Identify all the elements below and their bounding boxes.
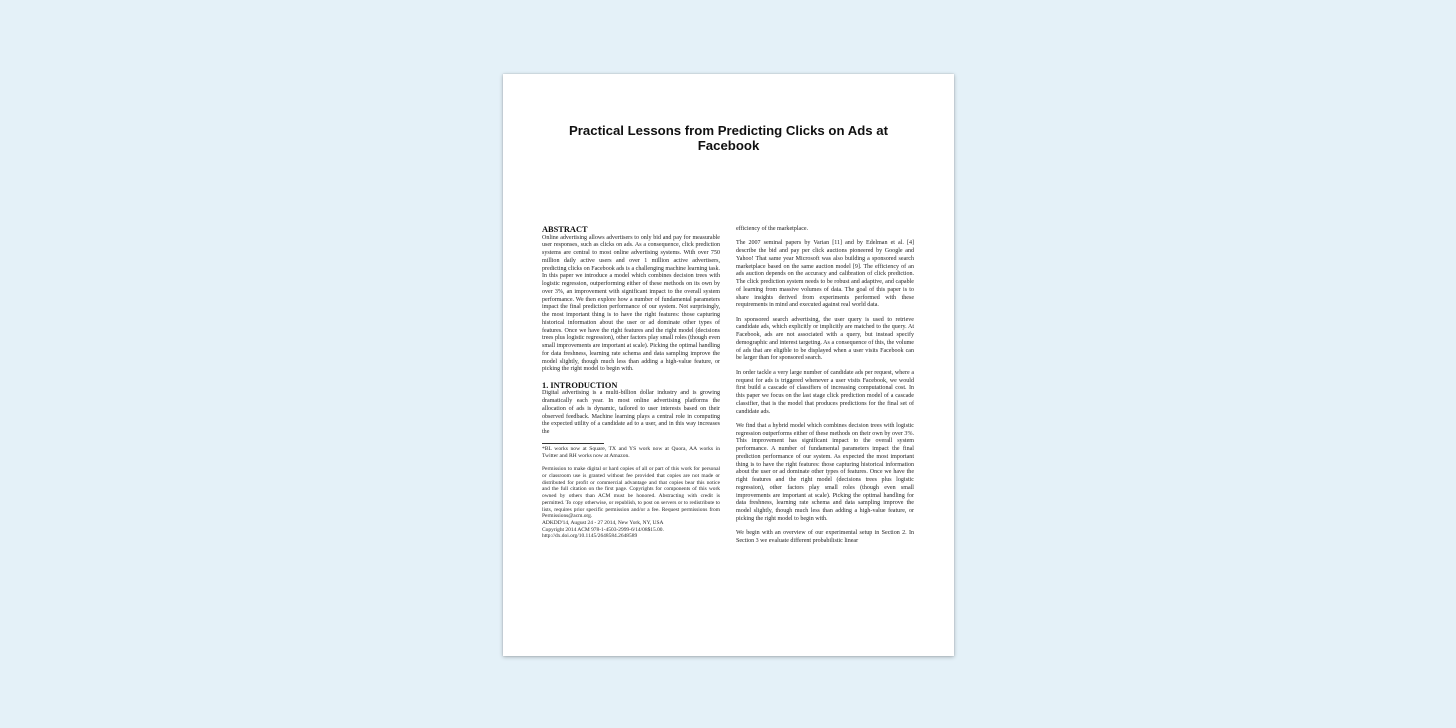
- right-paragraph: In sponsored search advertising, the user query is used to retrieve candidate ads, which explicitly or implicitly are matched to the query. At Facebook, ads are not associated with a query, but instead specify demographic and interest targeting. As a consequence of this, the volume of ads that are eligible to be displayed when a user visits Facebook can be larger than for sponsored search.: [736, 316, 914, 362]
- right-paragraph: efficiency of the marketplace.: [736, 226, 809, 232]
- footnote-rule: [542, 443, 604, 444]
- introduction-heading: 1. INTRODUCTION: [542, 380, 618, 390]
- right-paragraph: The 2007 seminal papers by Varian [11] and by Edelman et al. [4] describe the bid and pay per click auctions pioneered by Google and Yahoo! That same year Microsoft was also building a sponsored search marketplace based on the same auction model [9]. The efficiency of an ads auction depends on the accuracy and calibration of click prediction. The click prediction system needs to be robust and adaptive, and capable of learning from massive volumes of data. The goal of this paper is to share insights derived from experiments performed with these requirements in mind and executed against real world data.: [736, 240, 914, 309]
- paper-page: [503, 74, 954, 656]
- author-footnote: *BL works now at Square, TX and YS work now at Quora, AA works in Twitter and RH works now at Amazon.: [542, 445, 720, 459]
- copyright-line: Copyright 2014 ACM 978-1-4503-2999-6/14/08$15.00.: [542, 526, 664, 533]
- permission-text: Permission to make digital or hard copies of all or part of this work for personal or classroom use is granted without fee provided that copies are not made or distributed for profit or commercial advantage and that copies bear this notice and the full citation on the first page. Copyrights for components of this work owned by others than ACM must be honored. Abstracting with credit is permitted. To copy otherwise, or republish, to post on servers or to redistribute to lists, requires prior specific permission and/or a fee. Request permissions from Permissions@acm.org.: [542, 466, 720, 520]
- abstract-heading: ABSTRACT: [542, 225, 588, 234]
- abstract-text: Online advertising allows advertisers to only bid and pay for measurable user responses, such as clicks on ads. As a consequence, click prediction systems are central to most online advertising systems. With over 750 million daily active users and over 1 million active advertisers, predicting clicks on Facebook ads is a challenging machine learning task. In this paper we introduce a model which combines decision trees with logistic regression, outperforming either of these methods on its own by over 3%, an improvement with significant impact to the overall system performance. We then explore how a number of fundamental parameters impact the final prediction performance of our system. Not surprisingly, the most important thing is to have the right features: those capturing historical information about the user or ad dominate other types of features. Once we have the right features and the right model (decisions trees plus logistic regression), other factors play small roles (though even small improvements are important at scale). Picking the optimal handling for data freshness, learning rate schema and data sampling improve the model slightly, though much less than adding a high-value feature, or picking the right model to begin with.: [542, 234, 720, 373]
- permission-notice: [542, 466, 720, 540]
- right-column: [736, 226, 914, 552]
- right-paragraph: In order tackle a very large number of candidate ads per request, where a request for ads is triggered whenever a user visits Facebook, we would first build a cascade of classifiers of increasing computational cost. In this paper we focus on the last stage click prediction model of a cascade classifier, that is the model that produces predictions for the final set of candidate ads.: [736, 369, 914, 415]
- conference-line: ADKDD'14, August 24 - 27 2014, New York, NY, USA: [542, 519, 664, 526]
- right-paragraph: We begin with an overview of our experimental setup in Section 2. In Section 3 we evaluate different probabilistic linear: [736, 530, 914, 544]
- left-column: [542, 225, 720, 547]
- doi-link[interactable]: http://dx.doi.org/10.1145/2648584.2648589: [542, 533, 638, 540]
- paper-title: Practical Lessons from Predicting Clicks on Ads at Facebook: [568, 123, 889, 153]
- right-paragraph: We find that a hybrid model which combines decision trees with logistic regression outperforms either of these methods on their own by over 3%. This improvement has significant impact to the overall system performance. A number of fundamental parameters impact the final prediction performance of our system. As expected the most important thing is to have the right features: those capturing historical information about the user or ad dominate other types of features. Once we have the right features and the right model (decisions trees plus logistic regression), other factors play small roles (though even small improvements are important at scale). Picking the optimal handling for data freshness, learning rate schema and data sampling improve the model slightly, though much less than adding a high-value feature, or picking the right model to begin with.: [736, 422, 914, 522]
- introduction-text: Digital advertising is a multi-billion dollar industry and is growing dramatically each year. In most online advertising platforms the allocation of ads is dynamic, tailored to user interests based on their observed feedback. Machine learning plays a central role in computing the expected utility of a candidate ad to a user, and in this way increases the: [542, 390, 720, 436]
